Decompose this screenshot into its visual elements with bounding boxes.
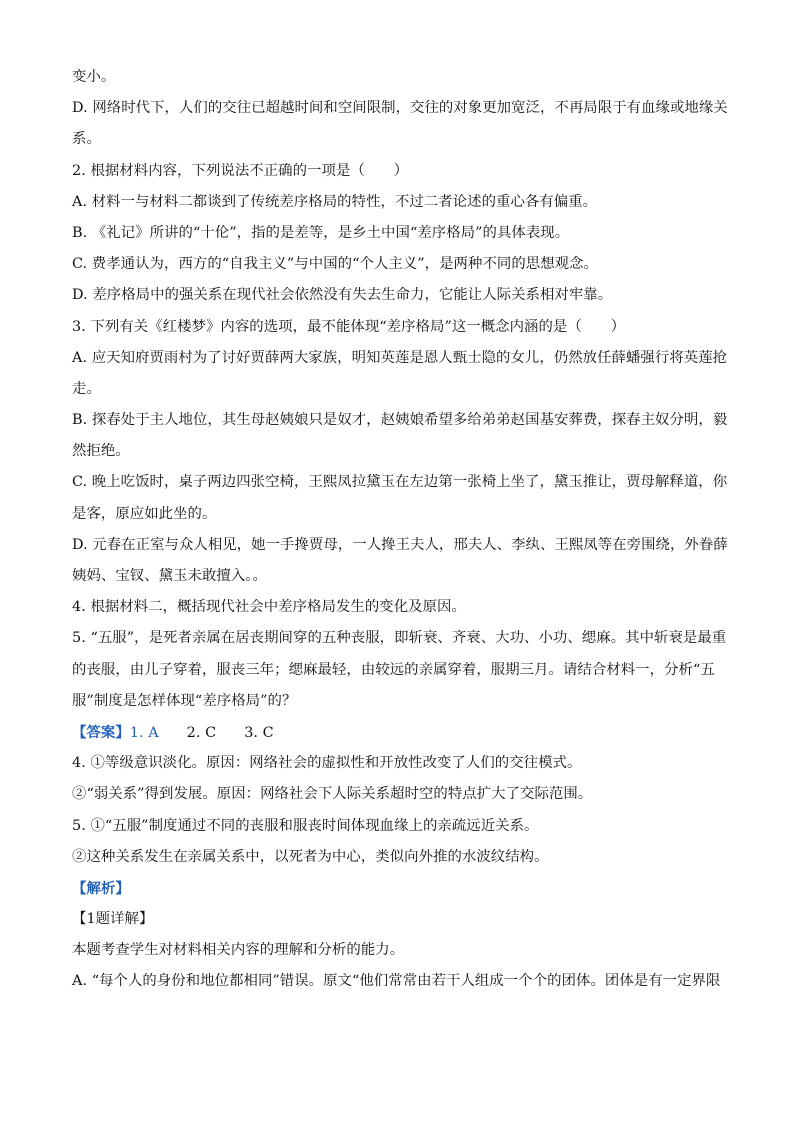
answer-item: 3. C (244, 724, 274, 741)
detail-title: 【1题详解】 (72, 911, 154, 928)
text-line: 然拒绝。 (72, 443, 130, 460)
document-page (72, 62, 728, 998)
option-d-q1: D. 网络时代下，人们的交往已超越时间和空间限制，交往的对象更加宽泛，不再局限于有血缘或地缘关 (72, 100, 728, 117)
answer-row (72, 717, 722, 748)
question-4: 4. 根据材料二，概括现代社会中差序格局发生的变化及原因。 (72, 599, 466, 616)
detail-line: A. “每个人的身份和地位都相同”错误。原文“他们常常由若干人组成一个个的团体。团体是有一定界限 (72, 973, 721, 990)
answer-item: 1. A (129, 724, 159, 741)
answer-line: 4. ①等级意识淡化。原因：网络社会的虚拟性和开放性改变了人们的交往模式。 (72, 755, 582, 772)
text-line: 姨妈、宝钗、黛玉未敢擅入。。 (72, 568, 267, 584)
answer-tag: 【答案】 (72, 723, 130, 741)
text-line: 走。 (72, 380, 101, 397)
answer-line: ②这种关系发生在亲属关系中，以死者为中心，类似向外推的水波纹结构。 (72, 848, 549, 865)
text-line: 变小。 (72, 69, 116, 85)
option-d-q3: D. 元春在正室与众人相见，她一手搀贾母，一人搀王夫人，邢夫人、李纨、王熙凤等在旁围绕，外眷薛 (72, 536, 728, 553)
option-a-q2: A. 材料一与材料二都谈到了传统差序格局的特性，不过二者论述的重心各有偏重。 (72, 193, 598, 210)
option-b-q2: B. 《礼记》所讲的“十伦”，指的是差等，是乡土中国“差序格局”的具体表现。 (72, 224, 570, 241)
option-b-q3: B. 探春处于主人地位，其生母赵姨娘只是奴才，赵姨娘希望多给弟弟赵国基安葬费，探春主奴分明，毅 (72, 412, 728, 429)
option-d-q2: D. 差序格局中的强关系在现代社会依然没有失去生命力，它能让人际关系相对牢靠。 (72, 287, 613, 304)
question-3: 3. 下列有关《红楼梦》内容的选项，最不能体现“差序格局”这一概念内涵的是（ ） (72, 318, 626, 335)
detail-line: 本题考查学生对材料相关内容的理解和分析的能力。 (72, 942, 405, 959)
question-2: 2. 根据材料内容，下列说法不正确的一项是（ ） (72, 162, 409, 179)
text-line: 系。 (72, 131, 101, 148)
text-line: 的丧服，由儿子穿着，服丧三年；缌麻最轻，由较远的亲属穿着，服期三月。请结合材料一，分析“五 (72, 661, 715, 678)
text-line: 服”制度是怎样体现“差序格局”的？ (72, 692, 297, 709)
answer-line: ②“弱关系”得到发展。原因：网络社会下人际关系超时空的特点扩大了交际范围。 (72, 786, 593, 803)
option-c-q3: C. 晚上吃饭时，桌子两边四张空椅，王熙凤拉黛玉在左边第一张椅上坐了，黛玉推让，贾母解释道，你 (72, 474, 728, 491)
answer-item: 2. C (186, 724, 217, 741)
question-5: 5. “五服”，是死者亲属在居丧期间穿的五种丧服，即斩衰、齐衰、大功、小功、缌麻。其中斩衰是最重 (72, 630, 727, 647)
answer-line: 5. ①“五服”制度通过不同的丧服和服丧时间体现血缘上的亲疏远近关系。 (72, 817, 539, 834)
analysis-row (72, 873, 722, 904)
text-line: 是客，原应如此坐的。 (72, 505, 217, 522)
option-c-q2: C. 费孝通认为，西方的“自我主义”与中国的“个人主义”，是两种不同的思想观念。 (72, 256, 598, 273)
option-a-q3: A. 应天知府贾雨村为了讨好贾薛两大家族，明知英莲是恩人甄士隐的女儿，仍然放任薛蟠强行将英莲抢 (72, 349, 728, 366)
analysis-tag: 【解析】 (72, 879, 130, 897)
